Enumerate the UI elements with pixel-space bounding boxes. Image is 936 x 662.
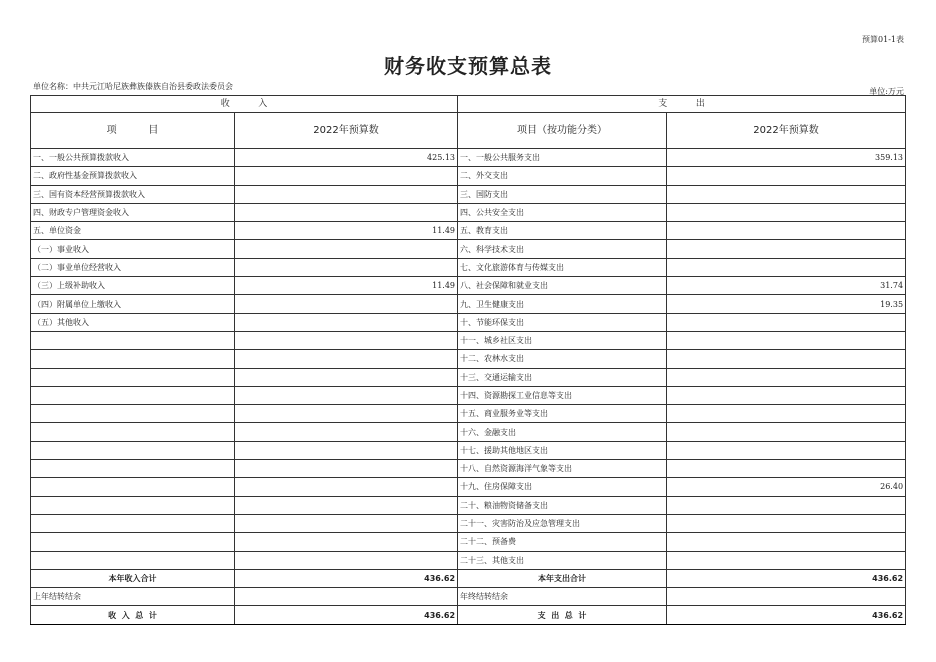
expense-item: 十、节能环保支出	[458, 313, 667, 331]
table-row	[31, 149, 906, 167]
income-value: 425.13	[235, 149, 458, 167]
header-expense-item: 项目（按功能分类）	[458, 113, 667, 149]
table-row	[31, 167, 906, 185]
table-row	[31, 405, 906, 423]
expense-item: 二十一、灾害防治及应急管理支出	[458, 514, 667, 532]
budget-table	[30, 95, 906, 625]
expense-item: 七、文化旅游体育与传媒支出	[458, 258, 667, 276]
income-item	[31, 514, 235, 532]
income-value	[235, 368, 458, 386]
income-value	[235, 258, 458, 276]
expense-value	[667, 423, 906, 441]
income-item	[31, 478, 235, 496]
income-item: （三）上级补助收入	[31, 277, 235, 295]
table-row	[31, 277, 906, 295]
expense-value	[667, 167, 906, 185]
income-item: （二）事业单位经营收入	[31, 258, 235, 276]
expense-value	[667, 313, 906, 331]
income-item	[31, 368, 235, 386]
table-row	[31, 496, 906, 514]
expense-value	[667, 258, 906, 276]
page-title: 财务收支预算总表	[384, 54, 552, 78]
header-expense-budget: 2022年预算数	[667, 113, 906, 149]
expense-value	[667, 331, 906, 349]
carryover-out-label: 年终结转结余	[458, 588, 667, 606]
table-row	[31, 295, 906, 313]
expense-value	[667, 350, 906, 368]
income-value	[235, 478, 458, 496]
expense-item: 十二、农林水支出	[458, 350, 667, 368]
table-row	[31, 386, 906, 404]
income-value: 11.49	[235, 222, 458, 240]
header-income-item: 项 目	[31, 113, 235, 149]
income-item: 一、一般公共预算拨款收入	[31, 149, 235, 167]
income-item: （四）附属单位上缴收入	[31, 295, 235, 313]
form-number: 预算01-1表	[862, 35, 904, 44]
income-item	[31, 496, 235, 514]
expense-value: 31.74	[667, 277, 906, 295]
table-row	[31, 185, 906, 203]
income-value	[235, 423, 458, 441]
expense-item: 三、国防支出	[458, 185, 667, 203]
table-row	[31, 478, 906, 496]
expense-item: 四、公共安全支出	[458, 203, 667, 221]
expense-item: 五、教育支出	[458, 222, 667, 240]
income-item: 二、政府性基金预算拨款收入	[31, 167, 235, 185]
table-row	[31, 331, 906, 349]
expense-item: 十九、住房保障支出	[458, 478, 667, 496]
expense-item: 六、科学技术支出	[458, 240, 667, 258]
expense-value: 19.35	[667, 295, 906, 313]
table-row	[31, 423, 906, 441]
income-item	[31, 551, 235, 569]
income-value	[235, 313, 458, 331]
income-value	[235, 350, 458, 368]
table-row	[31, 368, 906, 386]
expense-value	[667, 203, 906, 221]
income-item	[31, 441, 235, 459]
income-item: 五、单位资金	[31, 222, 235, 240]
income-value	[235, 441, 458, 459]
carryover-row	[31, 588, 906, 606]
income-value	[235, 533, 458, 551]
income-value	[235, 203, 458, 221]
carryover-in-label: 上年结转结余	[31, 588, 235, 606]
expense-total-value: 436.62	[667, 569, 906, 587]
income-value	[235, 551, 458, 569]
grand-expense-label: 支 出 总 计	[458, 606, 667, 624]
section-income: 收 入	[31, 96, 458, 113]
carryover-out-value	[667, 588, 906, 606]
expense-value	[667, 386, 906, 404]
expense-value	[667, 441, 906, 459]
expense-value	[667, 514, 906, 532]
income-item	[31, 460, 235, 478]
income-item	[31, 350, 235, 368]
income-value	[235, 405, 458, 423]
table-row	[31, 533, 906, 551]
income-item: 三、国有资本经营预算拨款收入	[31, 185, 235, 203]
table-row	[31, 514, 906, 532]
expense-item: 二、外交支出	[458, 167, 667, 185]
income-value	[235, 460, 458, 478]
header-income-budget: 2022年预算数	[235, 113, 458, 149]
expense-item: 二十二、预备费	[458, 533, 667, 551]
income-item: （一）事业收入	[31, 240, 235, 258]
expense-value	[667, 240, 906, 258]
table-row	[31, 460, 906, 478]
expense-value	[667, 551, 906, 569]
income-value	[235, 295, 458, 313]
expense-item: 九、卫生健康支出	[458, 295, 667, 313]
income-total-value: 436.62	[235, 569, 458, 587]
column-header-row	[31, 113, 906, 149]
table-row	[31, 313, 906, 331]
income-item	[31, 423, 235, 441]
income-value	[235, 185, 458, 203]
expense-item: 八、社会保障和就业支出	[458, 277, 667, 295]
income-value	[235, 331, 458, 349]
expense-item: 一、一般公共服务支出	[458, 149, 667, 167]
income-value	[235, 496, 458, 514]
section-header-row	[31, 96, 906, 113]
income-value: 11.49	[235, 277, 458, 295]
section-expense: 支 出	[458, 96, 906, 113]
expense-value	[667, 533, 906, 551]
annual-total-row	[31, 569, 906, 587]
income-value	[235, 514, 458, 532]
expense-value	[667, 222, 906, 240]
income-item: （五）其他收入	[31, 313, 235, 331]
expense-value	[667, 368, 906, 386]
expense-item: 十一、城乡社区支出	[458, 331, 667, 349]
income-value	[235, 240, 458, 258]
expense-value: 26.40	[667, 478, 906, 496]
table-row	[31, 258, 906, 276]
expense-item: 十五、商业服务业等支出	[458, 405, 667, 423]
expense-value	[667, 405, 906, 423]
income-value	[235, 386, 458, 404]
table-row	[31, 240, 906, 258]
grand-total-row	[31, 606, 906, 624]
income-item	[31, 533, 235, 551]
expense-item: 十六、金融支出	[458, 423, 667, 441]
currency-unit: 单位:万元	[869, 87, 904, 96]
expense-value	[667, 460, 906, 478]
income-total-label: 本年收入合计	[31, 569, 235, 587]
income-item	[31, 405, 235, 423]
expense-item: 二十、粮油物资储备支出	[458, 496, 667, 514]
income-value	[235, 167, 458, 185]
income-item: 四、财政专户管理资金收入	[31, 203, 235, 221]
expense-total-label: 本年支出合计	[458, 569, 667, 587]
expense-item: 二十三、其他支出	[458, 551, 667, 569]
grand-expense-value: 436.62	[667, 606, 906, 624]
expense-value	[667, 496, 906, 514]
grand-income-label: 收 入 总 计	[31, 606, 235, 624]
expense-item: 十四、资源勘探工业信息等支出	[458, 386, 667, 404]
expense-value	[667, 185, 906, 203]
income-item	[31, 386, 235, 404]
unit-name: 单位名称：中共元江哈尼族彝族傣族自治县委政法委员会	[33, 82, 233, 91]
income-item	[31, 331, 235, 349]
expense-item: 十七、援助其他地区支出	[458, 441, 667, 459]
table-row	[31, 441, 906, 459]
table-row	[31, 203, 906, 221]
table-row	[31, 222, 906, 240]
carryover-in-value	[235, 588, 458, 606]
table-row	[31, 551, 906, 569]
expense-item: 十三、交通运输支出	[458, 368, 667, 386]
expense-value: 359.13	[667, 149, 906, 167]
table-row	[31, 350, 906, 368]
grand-income-value: 436.62	[235, 606, 458, 624]
expense-item: 十八、自然资源海洋气象等支出	[458, 460, 667, 478]
